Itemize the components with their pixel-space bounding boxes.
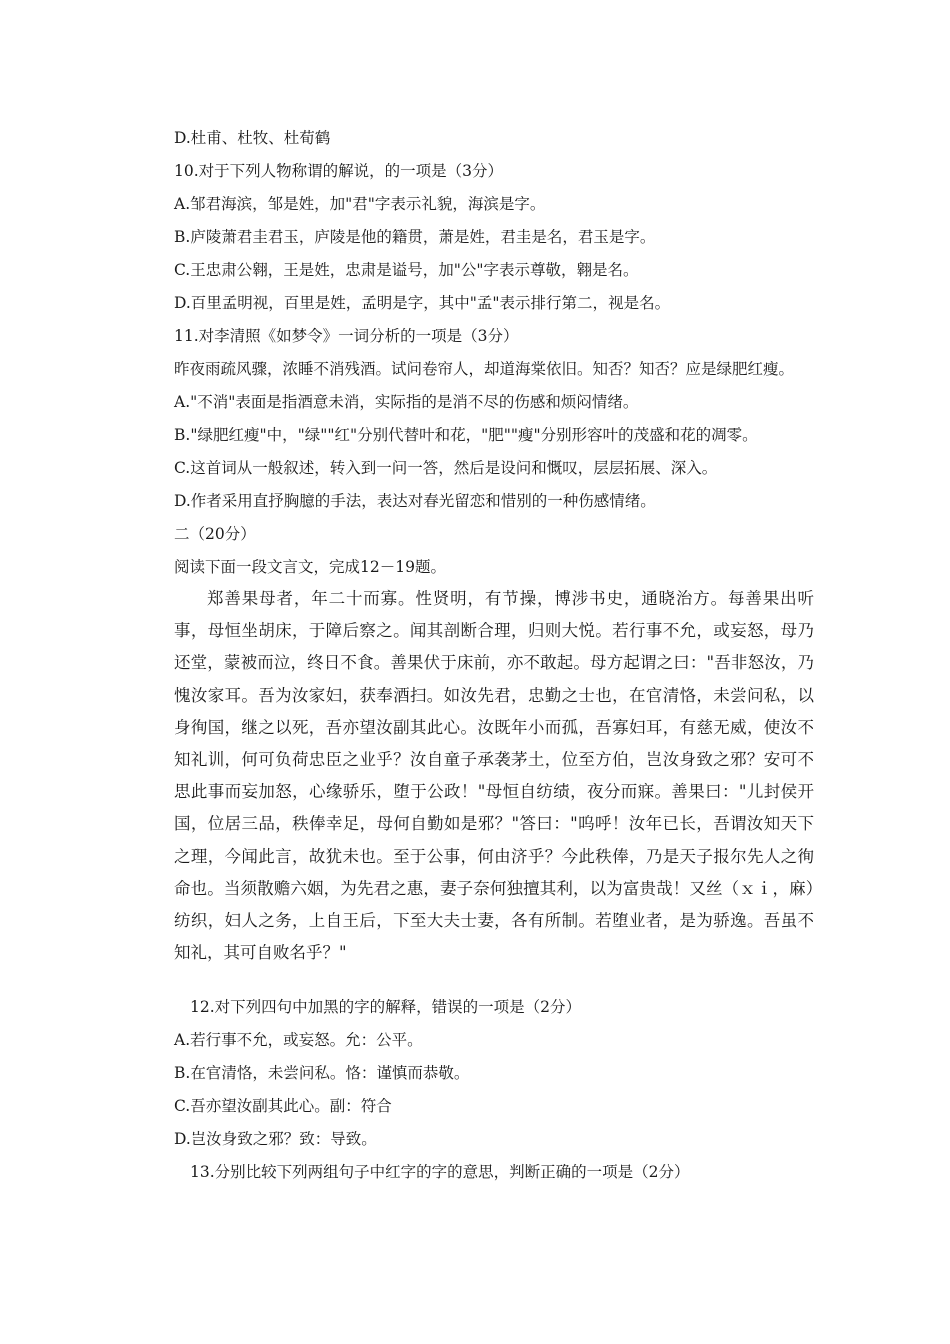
poem-text: 昨夜雨疏风骤，浓睡不消残酒。试问卷帘人，却道海棠依旧。知否？知否？应是绿肥红瘦。 [174, 360, 795, 378]
q12-option-d: D.岂汝身致之邪？致：导致。 [174, 1130, 377, 1148]
q12-option-b: B.在官清恪，未尝问私。恪：谨慎而恭敬。 [174, 1064, 470, 1082]
q10-option-d: D.百里孟明视，百里是姓，孟明是字，其中"孟"表示排行第二，视是名。 [174, 294, 671, 312]
question-12: 12.对下列四句中加黑的字的解释，错误的一项是（2分） [190, 998, 582, 1016]
q10-option-b: B.庐陵萧君圭君玉，庐陵是他的籍贯，萧是姓，君圭是名，君玉是字。 [174, 228, 656, 246]
q10-option-c: C.王忠肃公翱，王是姓，忠肃是谥号，加"公"字表示尊敬，翱是名。 [174, 261, 639, 279]
q12-option-a: A.若行事不允，或妄怒。允：公平。 [174, 1031, 423, 1049]
question-13: 13.分别比较下列两组句子中红字的字的意思，判断正确的一项是（2分） [190, 1163, 690, 1181]
reading-instruction: 阅读下面一段文言文，完成12－19题。 [174, 558, 446, 576]
q11-option-d: D.作者采用直抒胸臆的手法，表达对春光留恋和惜别的一种伤感情绪。 [174, 492, 656, 510]
classical-passage: 郑善果母者，年二十而寡。性贤明，有节操，博涉书史，通晓治方。每善果出听事，母恒坐胡床，于障后察之。闻其剖断合理，归则大悦。若行事不允，或妄怒，母乃还堂，蒙被而泣，终日不食。善果伏于床前，亦不敢起。母方起谓之曰："吾非怒汝，乃愧汝家耳。吾为汝家妇，获奉酒扫。如汝先君，忠勤之士也，在官清恪，未尝问私，以身徇国，继之以死，吾亦望汝副其此心。汝既年小而孤，吾寡妇耳，有慈无威，使汝不知礼训，何可负荷忠臣之业乎？汝自童子承袭茅土，位至方伯，岂汝身致之邪？安可不思此事而妄加怒，心缘骄乐，堕于公政！"母恒自纺绩，夜分而寐。善果曰："儿封侯开国，位居三品，秩俸幸足，母何自勤如是邪？"答曰："呜呼！汝年已长，吾谓汝知天下之理，今闻此言，故犹未也。至于公事，何由济乎？今此秩俸，乃是天子报尔先人之徇命也。当须散赡六姻，为先君之惠，妻子奈何独擅其利，以为富贵哉！又丝（ｘｉ，麻）纺织，妇人之务，上自王后，下至大夫士妻，各有所制。若堕业者，是为骄逸。吾虽不知礼，其可自败名乎？" [174, 589, 814, 963]
section-heading: 二（20分） [174, 525, 256, 543]
option-d-q9: D.杜甫、杜牧、杜荀鹤 [174, 129, 331, 147]
question-10: 10.对于下列人物称谓的解说，的一项是（3分） [174, 162, 504, 180]
q12-option-c: C.吾亦望汝副其此心。副：符合 [174, 1097, 392, 1115]
q10-option-a: A.邹君海滨，邹是姓，加"君"字表示礼貌，海滨是字。 [174, 195, 546, 213]
q11-option-c: C.这首词从一般叙述，转入到一问一答，然后是设问和慨叹，层层拓展、深入。 [174, 459, 718, 477]
question-11: 11.对李清照《如梦令》一词分析的一项是（3分） [174, 327, 519, 345]
q11-option-a: A."不消"表面是指酒意未消，实际指的是消不尽的伤感和烦闷情绪。 [174, 393, 639, 411]
q11-option-b: B."绿肥红瘦"中，"绿""红"分别代替叶和花，"肥""瘦"分别形容叶的茂盛和花的凋零。 [174, 426, 758, 444]
